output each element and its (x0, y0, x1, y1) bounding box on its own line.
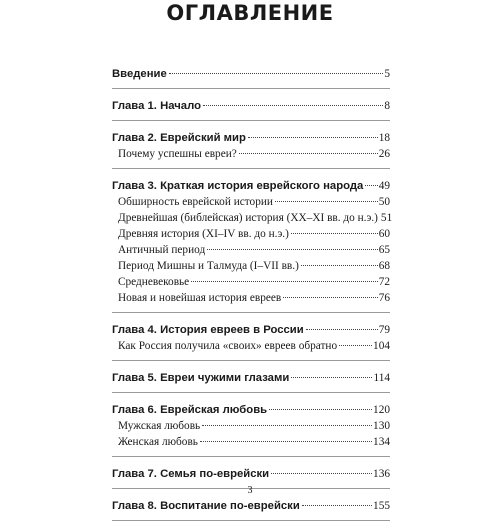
toc-entry-title: Глава 5. Евреи чужими глазами (112, 372, 290, 384)
dot-leader (275, 201, 378, 202)
toc-chapter-entry (112, 98, 390, 114)
dot-leader (269, 409, 372, 410)
dot-leader (248, 137, 378, 138)
toc-section-entry (112, 290, 390, 306)
section-divider (112, 360, 390, 361)
toc-entry-page: 155 (373, 500, 390, 512)
toc-chapter-entry (112, 130, 390, 146)
toc-entry-title: Древнейшая (библейская) история (XX–XI вв. до н.э.) (118, 212, 378, 224)
section-divider (112, 88, 390, 89)
toc-entry-title: Период Мишны и Талмуда (I–VII вв.) (118, 260, 299, 272)
toc-entry-title: Средневековье (118, 276, 190, 288)
dot-leader (339, 345, 372, 346)
dot-leader (301, 265, 378, 266)
toc-chapter-entry (112, 498, 390, 514)
toc-section-entry (112, 210, 393, 226)
dot-leader (169, 73, 384, 74)
section-divider (112, 312, 390, 313)
section-divider (112, 120, 390, 121)
dot-leader (202, 425, 372, 426)
dot-leader (302, 505, 372, 506)
toc-entry-page: 49 (378, 180, 390, 192)
toc-entry-title: Глава 2. Еврейский мир (112, 132, 246, 144)
toc-entry-page: 130 (373, 420, 390, 432)
toc-entry-page: 68 (378, 260, 390, 272)
section-divider (112, 392, 390, 393)
toc-entry-page: 134 (373, 436, 390, 448)
toc-entry-page: 51 (380, 212, 393, 224)
page-number: 3 (247, 485, 253, 496)
section-divider (112, 168, 390, 169)
toc-section-entry (112, 226, 390, 242)
toc-chapter-entry (112, 466, 390, 482)
dot-leader (283, 297, 377, 298)
toc-entry-page: 8 (384, 100, 390, 112)
toc-entry-page: 120 (373, 404, 390, 416)
toc-section-entry (112, 418, 390, 434)
page-title: ОГЛАВЛЕНИЕ (166, 1, 334, 25)
dot-leader (203, 105, 383, 106)
toc-entry-page: 79 (378, 324, 390, 336)
toc-entry-page: 76 (378, 292, 390, 304)
toc-chapter-entry (112, 370, 390, 386)
toc-entry-title: Почему успешны евреи? (118, 148, 237, 160)
dot-leader (291, 377, 372, 378)
dot-leader (306, 329, 378, 330)
toc-entry-page: 26 (378, 148, 390, 160)
toc-section-entry (112, 274, 390, 290)
toc-entry-title: Женская любовь (118, 436, 198, 448)
toc-entry-page: 5 (384, 68, 390, 80)
toc-chapter-entry (112, 66, 390, 82)
toc-entry-page: 50 (378, 196, 390, 208)
toc-section-entry (112, 194, 390, 210)
section-divider (112, 520, 390, 521)
toc-entry-title: Глава 7. Семья по-еврейски (112, 468, 270, 480)
toc-section-entry (112, 338, 390, 354)
toc-chapter-entry (112, 322, 390, 338)
dot-leader (207, 249, 378, 250)
toc-section-entry (112, 434, 390, 450)
toc-entry-title: Введение (112, 68, 167, 80)
toc-entry-page: 104 (373, 340, 390, 352)
toc-section-entry (112, 146, 390, 162)
toc-entry-title: Античный период (118, 244, 206, 256)
toc-entry-title: Глава 3. Краткая история еврейского народа (112, 180, 364, 192)
toc-entry-title: Обширность еврейской истории (118, 196, 273, 208)
toc-entry-title: Глава 1. Начало (112, 100, 202, 112)
table-of-contents (112, 66, 393, 530)
dot-leader (271, 473, 372, 474)
toc-entry-page: 114 (373, 372, 390, 384)
toc-chapter-entry (112, 178, 390, 194)
dot-leader (200, 441, 372, 442)
toc-entry-page: 60 (378, 228, 390, 240)
toc-entry-title: Глава 6. Еврейская любовь (112, 404, 268, 416)
toc-entry-title: Мужская любовь (118, 420, 201, 432)
section-divider (112, 456, 390, 457)
toc-chapter-entry (112, 402, 390, 418)
toc-entry-title: Как Россия получила «своих» евреев обратно (118, 340, 338, 352)
dot-leader (291, 233, 378, 234)
dot-leader (191, 281, 378, 282)
toc-entry-title: Древняя история (XI–IV вв. до н.э.) (118, 228, 289, 240)
toc-entry-page: 65 (378, 244, 390, 256)
toc-entry-title: Глава 8. Воспитание по-еврейски (112, 500, 300, 512)
toc-entry-page: 72 (378, 276, 390, 288)
toc-section-entry (112, 258, 390, 274)
dot-leader (239, 153, 378, 154)
toc-entry-page: 136 (373, 468, 390, 480)
toc-section-entry (112, 242, 390, 258)
toc-entry-title: Глава 4. История евреев в России (112, 324, 304, 336)
toc-entry-page: 18 (378, 132, 390, 144)
dot-leader (365, 185, 377, 186)
toc-entry-title: Новая и новейшая история евреев (118, 292, 282, 304)
